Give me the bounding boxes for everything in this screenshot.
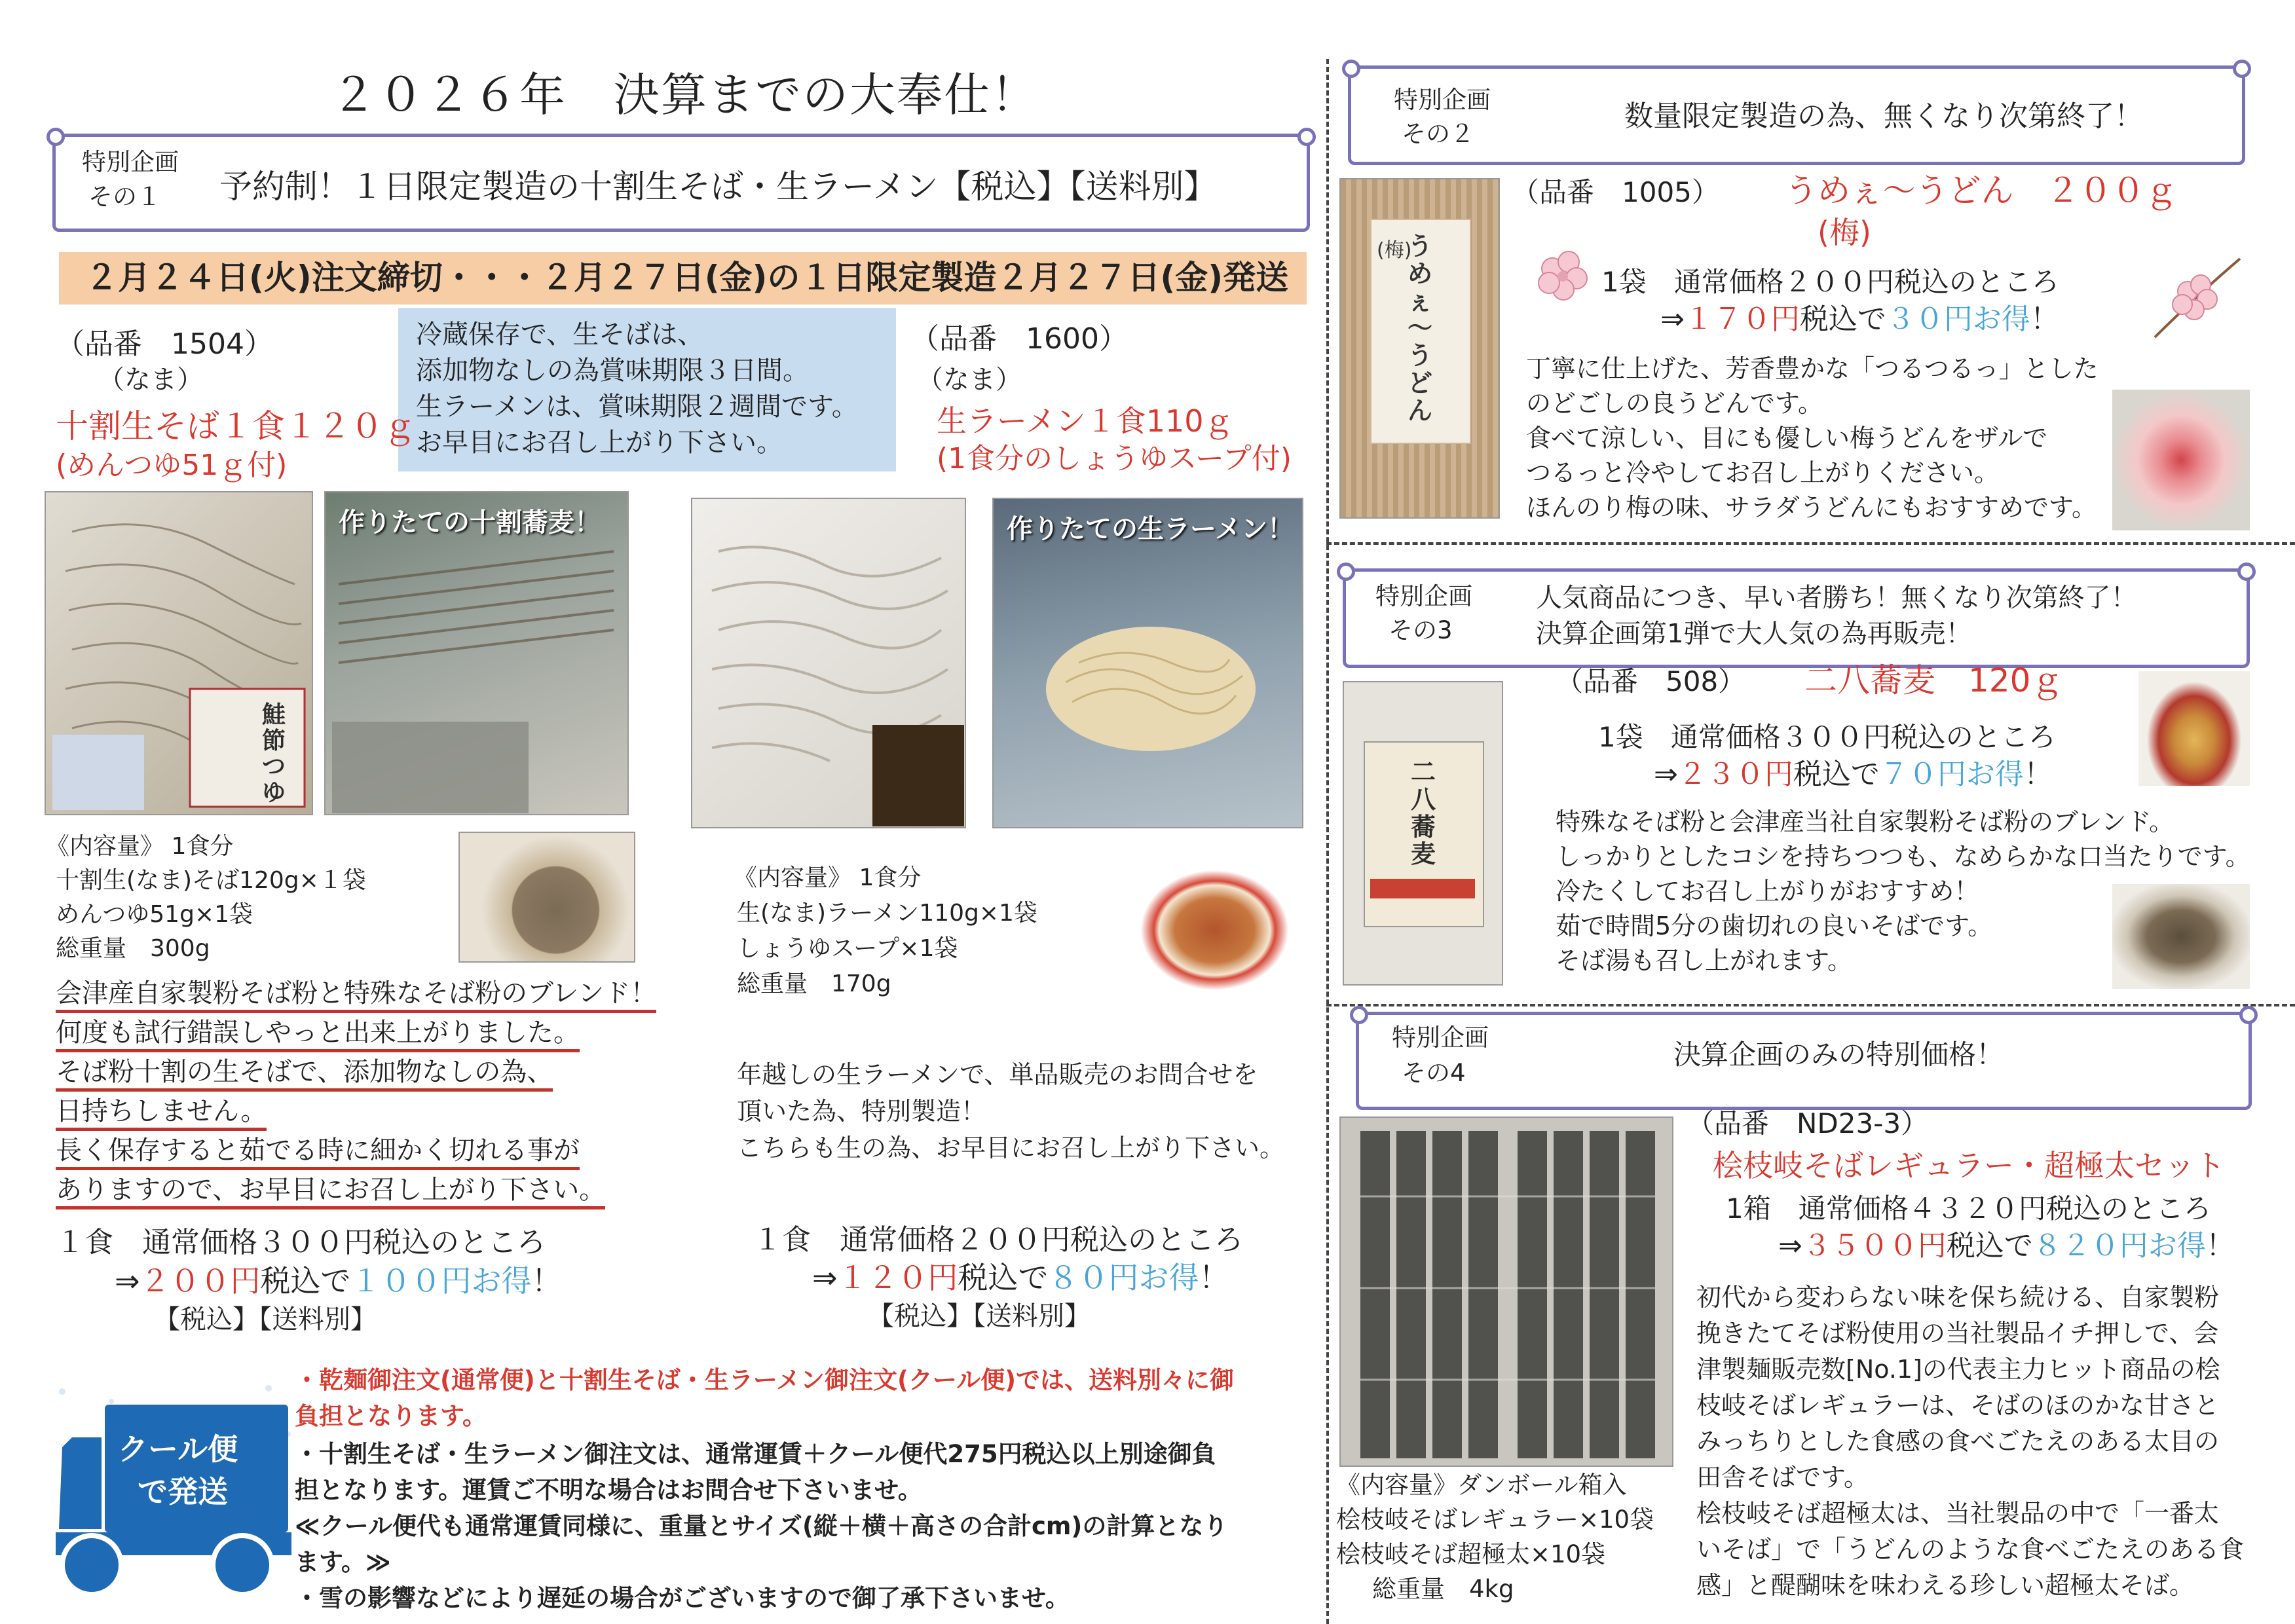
plan3-desc-2: しっかりとしたコシを持ちつつも、なめらかな口当たりです。 [1556,842,2250,871]
plan3-name: 二八蕎麦 120ｇ [1804,661,2064,699]
soba-desc-1-text: 会津産自家製粉そば粉と特殊なそば粉のブレンド！ [56,978,656,1013]
footer-3: ≪クール便代も通常運賃同様に、重量とサイズ(縦＋横＋高さの合計cm)の計算となり [295,1512,1228,1540]
plan2-label-2: その２ [1402,120,1474,148]
footer-1: ・十割生そば・生ラーメン御注文は、通常運賃＋クール便代275円税込以上別途御負 [295,1440,1216,1468]
plan2-name: うめぇ～うどん ２００ｇ [1785,172,2178,210]
plan4-package-photo [1339,1116,1673,1467]
soba-arrow: ⇒ [115,1263,140,1299]
soba-desc-6 [56,1173,605,1206]
plan3-desc-4: 茹で時間5分の歯切れの良いそばです。 [1556,912,1993,940]
soba-sale-price: ２００円 [140,1263,261,1299]
ramen-sale-mid: 税込で [958,1260,1049,1295]
plan1-notice-3: 生ラーメンは、賞味期限２週間です。 [416,392,858,422]
soba-desc-5 [56,1134,580,1167]
plan2-price-line: 1袋 通常価格２００円税込のところ [1601,266,2059,298]
plan2-sub: (梅) [1818,215,1871,250]
ramen-contents-2: 生(なま)ラーメン110g×1袋 [737,900,1037,927]
footer-red-1: ・乾麺御注文(通常便)と十割生そば・生ラーメン御注文(クール便)では、送料別々に御 [295,1366,1235,1394]
soba-desc-2-text: 何度も試行錯誤しやっと出来上がりました。 [56,1018,580,1052]
plan2-package-label-box [1370,219,1471,444]
soba-desc-6-text: ありますので、お早目にお召し上がり下さい。 [56,1175,605,1209]
footer-red-2: 負担となります。 [295,1402,487,1430]
soba-name: 十割生そば１食１２０ｇ [56,407,416,445]
ramen-contents-4: 総重量 170g [737,970,891,997]
plan4-desc-7: 桧枝岐そば超極太は、当社製品の中で「一番太 [1696,1499,2220,1528]
ramen-contents-1: 《内容量》 1食分 [734,864,922,891]
plan2-sale-line [1660,301,2059,337]
truck-text-1: クール便 [118,1431,238,1467]
soba-contents-1: 《内容量》 1食分 [46,833,234,860]
ramen-bowl-photo [1121,855,1308,992]
plan3-title-1: 人気商品につき、早い者勝ち！無くなり次第終了！ [1536,583,2137,613]
plan1-date-text: ２月２４日(火)注文締切・・・２月２７日(金)の１日限定製造２月２７日(金)発送 [85,259,1289,297]
plan2-udon-photo [2112,390,2250,530]
plan2-code: （品番 1005） [1512,176,1719,208]
ramen-photo-label: 作りたての生ラーメン！ [1007,514,1294,544]
ramen-package-photo [691,498,966,828]
plan4-desc-1: 初代から変わらない味を保ち続ける、自家製粉 [1696,1283,2220,1312]
soba-contents-2: 十割生(なま)そば120g×１袋 [56,867,366,894]
plan1-notice-1: 冷蔵保存で、生そばは、 [416,320,704,350]
plan4-sale-line [1778,1228,2235,1264]
plan4-sale-price: ３５００円 [1802,1229,1947,1263]
plan2-package-label: うめぇ～うどん [1408,232,1433,425]
ramen-sale-line [812,1259,1229,1297]
ramen-desc-1: 年越しの生ラーメンで、単品販売のお問合せを [737,1060,1258,1089]
ramen-savings: ８０円お得 [1048,1260,1199,1295]
plan3-soba-photo [2112,884,2250,989]
soba-savings: １００円お得 [350,1263,532,1299]
soba-sub: (めんつゆ51ｇ付) [56,449,288,482]
soba-price-line: １食 通常価格３００円税込のところ [56,1226,546,1259]
ramen-code: （品番 1600） [910,322,1128,356]
plan2-desc-4: つるっと冷やしてお召し上がりください。 [1526,458,2000,487]
plan3-desc-3: 冷たくしてお召し上がりがおすすめ！ [1556,877,1979,906]
plan4-name: 桧枝岐そばレギュラー・超極太セット [1713,1148,2225,1183]
soba-desc-1 [56,977,656,1010]
soba-tax-note: 【税込】【送料別】 [154,1304,377,1335]
ramen-desc-2: 頂いた為、特別製造！ [737,1097,986,1126]
plan3-tempura-photo [2138,671,2250,786]
plan4-contents-3: 桧枝岐そば超極太×10袋 [1336,1540,1606,1568]
soba-type: （なま） [98,365,203,395]
plan2-title: 数量限定製造の為、無くなり次第終了！ [1624,100,2143,133]
footer-5: ・雪の影響などにより遅延の場合がございますので御了承下さいませ。 [295,1584,1070,1612]
plan4-desc-8: いそば」で「うどんのような食べごたえのある食 [1696,1535,2245,1564]
plan3-package-photo [1343,681,1503,986]
soba-desc-5-text: 長く保存すると茹でる時に細かく切れる事が [56,1135,580,1170]
soba-desc-4-text: 日持ちしません。 [56,1096,267,1131]
ramen-sub: (1食分のしょうゆスープ付) [937,442,1292,475]
soba-photo-label: 作りたての十割蕎麦！ [339,507,601,538]
ramen-type: （なま） [917,365,1022,395]
column-divider [1326,59,1329,1624]
plan4-contents-4: 総重量 4kg [1372,1575,1514,1603]
plum-blossom-icon-right [2148,252,2247,344]
ramen-contents-3: しょうゆスープ×1袋 [737,935,958,962]
plan4-desc-5: みっちりとした食感の食べごたえのある太目の [1696,1427,2220,1456]
plan3-code: （品番 508） [1556,665,1746,697]
soba-code: （品番 1504） [56,327,273,361]
plan4-desc-9: 感」と醍醐味を味わえる珍しい超極太そば。 [1696,1571,2195,1600]
plan2-label-1: 特別企画 [1394,86,1491,114]
ramen-desc-3: こちらも生の為、お早目にお召し上がり下さい。 [737,1134,1285,1162]
soba-desc-3-text: そば粉十割の生そばで、添加物なしの為、 [56,1057,553,1092]
plan4-label-2: その4 [1402,1059,1466,1087]
zaru-soba-photo [458,832,635,963]
plan4-savings: ８２０円お得 [2032,1229,2206,1263]
soba-desc-4 [56,1095,267,1128]
section-divider-2-3 [1326,542,2295,545]
plan3-package-label: 二八蕎麦 [1411,758,1436,869]
main-title: ２０２６年 決算までの大奉仕！ [331,68,1038,122]
ramen-tax-note: 【税込】【送料別】 [868,1301,1091,1331]
plan4-price-line: 1箱 通常価格４３２０円税込のところ [1726,1192,2211,1225]
section-divider-3-4 [1326,1004,2295,1006]
cool-truck-icon [46,1375,298,1604]
plan2-arrow: ⇒ [1660,303,1685,336]
soba-desc-2 [56,1016,580,1049]
plan1-label-1: 特別企画 [82,148,179,176]
soba-excl: ！ [531,1263,562,1299]
plan3-sale-line [1654,756,2053,792]
soba-fresh-photo [324,491,629,815]
plan2-excl: ！ [2030,303,2059,336]
plan4-sale-mid: 税込で [1946,1229,2033,1263]
plan4-contents-2: 桧枝岐そばレギュラー×10袋 [1336,1505,1654,1534]
plan2-savings: ３０円お得 [1886,303,2030,336]
soba-desc-3 [56,1056,553,1088]
plan3-arrow: ⇒ [1654,758,1678,791]
plan3-sale-mid: 税込で [1793,758,1880,791]
soba-sale-mid: 税込で [260,1263,351,1299]
plan1-notice-2: 添加物なしの為賞味期限３日間。 [416,356,809,386]
ramen-excl: ！ [1199,1260,1229,1295]
plan2-sale-price: １７０円 [1684,303,1800,336]
plan4-label-1: 特別企画 [1392,1024,1489,1052]
plan4-desc-3: 津製麺販売数[No.1]の代表主力ヒット商品の桧 [1696,1355,2220,1384]
plan2-package-tag: (梅) [1377,239,1412,262]
plan2-desc-2: のどごしの良うどんです。 [1526,389,1823,418]
ramen-sale-price: １２０円 [837,1260,958,1295]
ramen-arrow: ⇒ [812,1260,838,1295]
plan3-desc-5: そば湯も召し上がれます。 [1556,946,1852,975]
ramen-name: 生ラーメン１食110ｇ [937,403,1234,439]
plan1-label-2: その１ [88,183,161,211]
plum-blossom-icon-left [1529,242,1601,314]
plan3-label-2: その3 [1389,616,1453,644]
plan4-desc-2: 挽きたてそば粉使用の当社製品イチ押しで、会 [1696,1319,2219,1348]
plan4-desc-4: 枝岐そばレギュラーは、そばのほのかな甘さと [1696,1391,2220,1420]
plan3-excl: ！ [2023,758,2053,791]
plan4-arrow: ⇒ [1778,1229,1802,1263]
plan3-package-label-box [1364,741,1484,927]
plan2-desc-1: 丁寧に仕上げた、芳香豊かな「つるつるっ」とした [1526,354,2099,383]
plan3-price-line: 1袋 通常価格３００円税込のところ [1598,721,2056,753]
soba-contents-4: 総重量 300g [56,935,210,962]
footer-2: 担となります。運賃ご不明な場合はお問合せ下さいませ。 [295,1476,922,1504]
plan2-desc-5: ほんのり梅の味、サラダうどんにもおすすめです。 [1526,493,2097,522]
truck-text-2: で発送 [138,1474,228,1509]
plan3-title-2: 決算企画第1弾で大人気の為再販売！ [1536,619,1972,649]
plan3-savings: ７０円お得 [1879,758,2024,791]
ramen-fresh-photo [992,498,1303,828]
plan4-title: 決算企画のみの特別価格！ [1673,1039,2004,1071]
plan4-code: （品番 ND23-3） [1687,1107,1929,1139]
plan3-package-band [1370,879,1475,898]
soba-package-label: 鮭節つゆ [262,701,286,806]
plan3-desc-1: 特殊なそば粉と会津産当社自家製粉そば粉のブレンド。 [1556,807,2174,836]
plan2-package-photo [1339,178,1500,519]
plan4-desc-6: 田舎そばです。 [1696,1463,1869,1492]
plan3-label-1: 特別企画 [1375,582,1472,610]
soba-sale-line [115,1263,562,1301]
footer-4: ます。≫ [295,1548,391,1576]
plan2-desc-3: 食べて涼しい、目にも優しい梅うどんをザルで [1526,424,2048,452]
soba-package-photo [45,491,313,815]
plan4-contents-1: 《内容量》ダンボール箱入 [1336,1471,1627,1499]
plan2-sale-mid: 税込で [1799,303,1886,336]
plan4-excl: ！ [2205,1229,2235,1263]
plan1-notice-4: お早目にお召し上がり下さい。 [416,428,783,458]
soba-contents-3: めんつゆ51g×1袋 [56,901,253,928]
plan1-title: 予約制！１日限定製造の十割生そば・生ラーメン【税込】【送料別】 [219,168,1217,206]
plan3-sale-price: ２３０円 [1677,758,1793,791]
ramen-price-line: １食 通常価格２００円税込のところ [753,1223,1243,1257]
